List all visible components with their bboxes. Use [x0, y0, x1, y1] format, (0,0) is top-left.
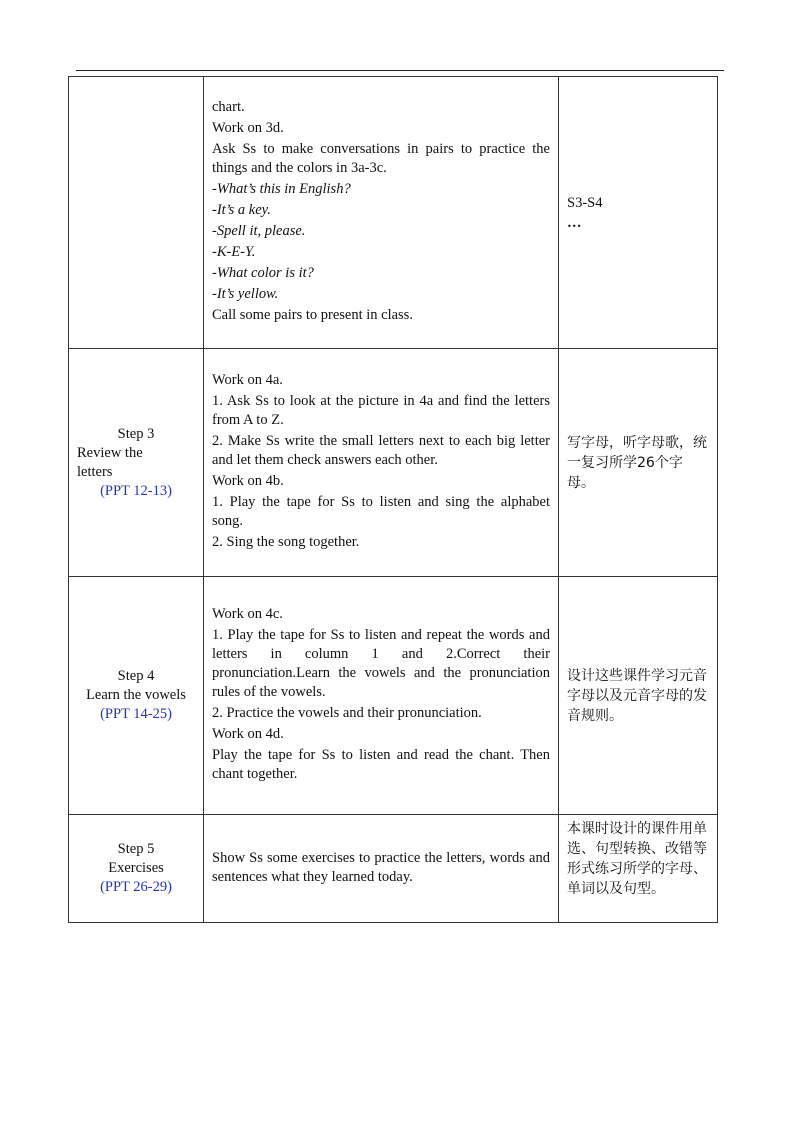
step-title: Step 3	[117, 425, 155, 442]
content-cell	[204, 815, 559, 923]
table-row	[69, 77, 718, 349]
ppt-reference: (PPT 14-25)	[100, 706, 172, 722]
step-title: Step 4	[117, 668, 155, 684]
content-line: Work on 4a.	[212, 372, 283, 388]
step-subtitle: letters	[77, 463, 113, 480]
step-title: Step 5	[117, 841, 155, 857]
dialogue-line: -Spell it, please.	[212, 223, 306, 239]
note-cell	[559, 815, 718, 923]
content-line: Work on 4b.	[212, 473, 284, 489]
note-cell	[559, 349, 718, 577]
note-text: 写字母，听字母歌，统一复习所学26个字母。	[567, 434, 707, 491]
content-line: Play the tape for Ss to listen and read the chant. Then chant together.	[212, 747, 550, 782]
content-line: chart.	[212, 99, 245, 115]
step-subtitle: Review the	[77, 444, 143, 461]
content-line: 1. Ask Ss to look at the picture in 4a and find the letters from A to Z.	[212, 393, 550, 428]
content-cell	[204, 577, 559, 815]
table-row	[69, 815, 718, 923]
step-cell	[69, 349, 204, 577]
ppt-reference: (PPT 12-13)	[100, 482, 172, 499]
lesson-plan-table	[68, 76, 718, 923]
content-line: 1. Play the tape for Ss to listen and repeat the words and letters in column 1 and 2.Correct their pronunciation.Learn the vowels and the pronunciation rules of the vowels.	[212, 627, 550, 700]
content-line: Show Ss some exercises to practice the letters, words and sentences what they learned today.	[212, 849, 550, 885]
content-line: 1. Play the tape for Ss to listen and sing the alphabet song.	[212, 494, 550, 529]
content-line: Ask Ss to make conversations in pairs to practice the things and the colors in 3a-3c.	[212, 141, 550, 176]
step-subtitle: Exercises	[108, 860, 164, 876]
ppt-reference: (PPT 26-29)	[100, 879, 172, 895]
note-text: 设计这些课件学习元音字母以及元音字母的发音规则。	[567, 667, 707, 724]
note-line: S3-S4	[567, 194, 603, 211]
note-cell	[559, 77, 718, 349]
content-cell	[204, 349, 559, 577]
content-line: Work on 3d.	[212, 120, 284, 136]
dialogue-line: -It’s yellow.	[212, 286, 279, 302]
content-line: 2. Make Ss write the small letters next to each big letter and let them check answers each other.	[212, 433, 550, 468]
dialogue-line: -What’s this in English?	[212, 181, 351, 197]
content-line: Call some pairs to present in class.	[212, 307, 413, 323]
step-cell	[69, 815, 204, 923]
note-text: 本课时设计的课件用单选、句型转换、改错等形式练习所学的字母、单词以及句型。	[567, 821, 707, 897]
content-cell	[204, 77, 559, 349]
content-line: 2. Sing the song together.	[212, 534, 360, 550]
note-cell	[559, 577, 718, 815]
dialogue-line: -K-E-Y.	[212, 244, 256, 260]
content-line: 2. Practice the vowels and their pronunciation.	[212, 705, 482, 721]
step-cell	[69, 77, 204, 349]
dialogue-line: -It’s a key.	[212, 202, 271, 218]
table-row	[69, 349, 718, 577]
content-line: Work on 4d.	[212, 726, 284, 742]
step-subtitle: Learn the vowels	[86, 687, 186, 703]
header-rule	[76, 70, 724, 71]
step-cell	[69, 577, 204, 815]
note-line: …	[567, 214, 582, 231]
dialogue-line: -What color is it?	[212, 265, 314, 281]
content-line: Work on 4c.	[212, 606, 283, 622]
table-row	[69, 577, 718, 815]
